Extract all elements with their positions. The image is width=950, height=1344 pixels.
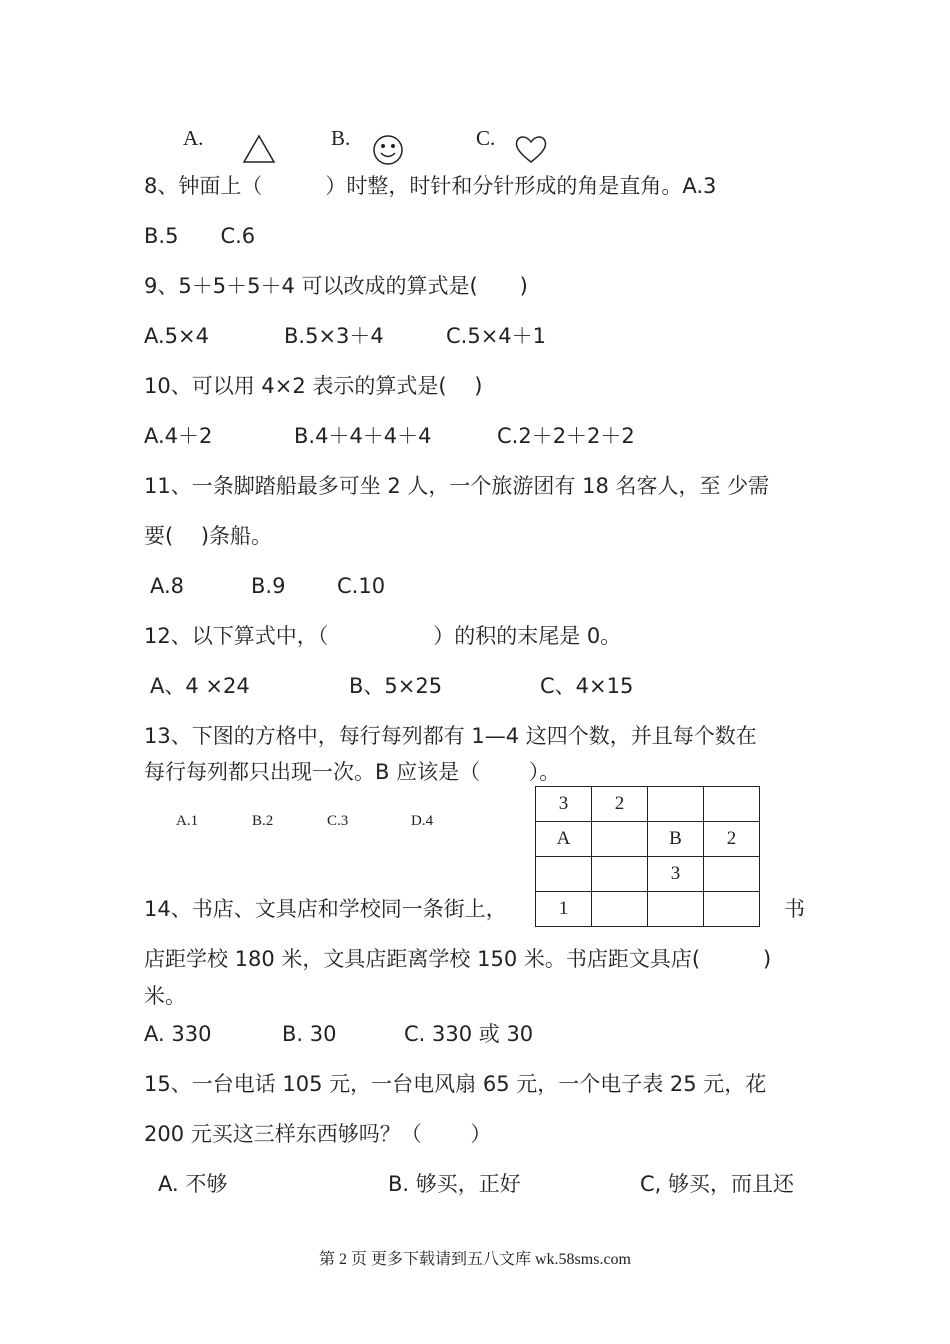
q9-option-a: A.5×4 [144,324,209,348]
q11-option-c: C.10 [337,574,386,598]
q14-option-b: B. 30 [282,1022,337,1046]
smiley-face-icon [372,134,404,166]
q15-option-b: B. 够买，正好 [388,1172,521,1196]
q13-option-b: B.2 [252,813,274,829]
grid-cell [648,787,704,822]
q14-stem-line1-right: 书 [784,897,805,921]
grid-cell [704,892,760,927]
q15-option-c: C, 够买，而且还 [640,1172,795,1196]
q13-option-c: C.3 [327,813,349,829]
triangle-icon [242,134,276,164]
grid-cell: B [648,822,704,857]
q10-option-a: A.4＋2 [144,424,213,448]
grid-row [536,822,760,857]
number-grid [535,786,760,927]
q11-option-b: B.9 [251,574,286,598]
q14-stem-line3: 米。 [144,984,186,1008]
q15-stem-line1: 15、一台电话 105 元，一台电风扇 65 元，一个电子表 25 元，花 [144,1072,767,1096]
q7-option-b-label: B. [331,126,351,150]
q13-option-d: D.4 [411,813,434,829]
grid-cell: 2 [592,787,648,822]
q14-stem-line2: 店距学校 180 米，文具店距离学校 150 米。书店距文具店( ) [144,947,772,971]
q8-options: B.5 C.6 [144,224,256,248]
q14-option-a: A. 330 [144,1022,212,1046]
q15-option-a: A. 不够 [158,1172,228,1196]
q14-stem-line1-left: 14、书店、文具店和学校同一条街上， [144,897,507,921]
grid-cell: 2 [704,822,760,857]
q11-stem-line2: 要( )条船。 [144,524,273,548]
grid-cell: 1 [536,892,592,927]
q10-stem: 10、可以用 4×2 表示的算式是( ) [144,374,483,398]
grid-cell [536,857,592,892]
grid-cell: 3 [536,787,592,822]
q9-option-b: B.5×3＋4 [284,324,384,348]
page-footer: 第 2 页 更多下载请到五八文库 wk.58sms.com [318,1251,631,1268]
q13-stem-line2: 每行每列都只出现一次。B 应该是（ ）。 [144,760,561,784]
q8-stem: 8、钟面上（ ）时整，时针和分针形成的角是直角。A.3 [144,174,717,198]
heart-icon [514,134,548,164]
q13-option-a: A.1 [176,813,199,829]
q10-option-b: B.4＋4＋4＋4 [294,424,432,448]
q12-option-c: C、4×15 [540,674,634,698]
q13-stem-line1: 13、下图的方格中，每行每列都有 1—4 这四个数，并且每个数在 [144,724,757,748]
q9-stem: 9、5＋5＋5＋4 可以改成的算式是( ) [144,274,528,298]
grid-cell [704,787,760,822]
q7-option-a-label: A. [183,126,204,150]
q12-option-b: B、5×25 [349,674,443,698]
q7-option-c-label: C. [476,126,496,150]
grid-row [536,892,760,927]
grid-row [536,857,760,892]
q12-stem: 12、以下算式中，（ ）的积的末尾是 0。 [144,624,622,648]
grid-cell: 3 [648,857,704,892]
q11-stem-line1: 11、一条脚踏船最多可坐 2 人，一个旅游团有 18 名客人，至 少需 [144,474,770,498]
q11-option-a: A.8 [150,574,185,598]
grid-cell [592,822,648,857]
q12-option-a: A、4 ×24 [150,674,250,698]
q14-option-c: C. 330 或 30 [404,1022,534,1046]
grid-row [536,787,760,822]
q15-stem-line2: 200 元买这三样东西够吗？（ ） [144,1122,492,1146]
grid-cell [592,857,648,892]
grid-cell [704,857,760,892]
grid-cell [592,892,648,927]
q9-option-c: C.5×4＋1 [446,324,547,348]
q10-option-c: C.2＋2＋2＋2 [497,424,635,448]
grid-cell: A [536,822,592,857]
grid-cell [648,892,704,927]
